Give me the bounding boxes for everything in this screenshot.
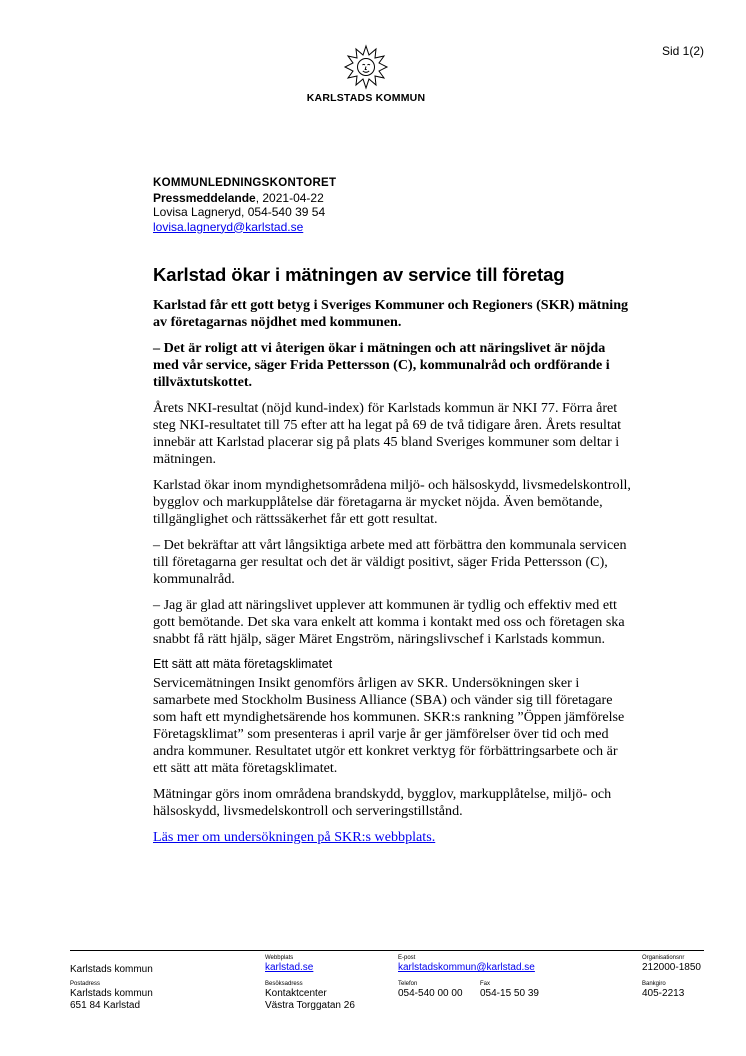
footer-post-line: Karlstads kommun — [70, 988, 153, 999]
contact-person: Lovisa Lagneryd, 054-540 39 54 — [153, 205, 326, 219]
footer-bank-label: Bankgiro — [642, 981, 666, 987]
sender-block — [153, 176, 336, 234]
contact-email-link[interactable]: lovisa.lagneryd@karlstad.se — [153, 219, 304, 234]
footer-org-number: 212000-1850 — [642, 962, 701, 973]
paragraph: Årets NKI-resultat (nöjd kund-index) för Karlstads kommun är NKI 77. Förra året steg NKI-resultatet till 75 efter att ha legat på 69 de två tidigare åren. Årets resultat innebär att Karlstad placerar sig på plats 45 bland Sveriges kommuner som deltar i mätningen. — [153, 400, 622, 467]
lead-paragraph: Karlstad får ett gott betyg i Sveriges Kommuner och Regioners (SKR) mätning av företagarnas nöjdhet med kommunen. — [153, 297, 629, 330]
paragraph: Servicemätningen Insikt genomförs årligen av SKR. Undersökningen sker i samarbete med Stockholm Business Alliance (SBA) och vänder sig till företagare som haft ett myndighetsärende hos kommunen. SKR:s rankning ”Öppen jämförelse Företagsklimat” som presenteras i april varje år ger jämförelser över tid och med andra kommuner. Resultatet utgör ett konkret verktyg för förbättringsarbete och är ett sätt att mäta företagsklimatet. — [153, 675, 625, 776]
logo — [300, 44, 432, 104]
footer-post-line: 651 84 Karlstad — [70, 1000, 141, 1011]
page-number: Sid 1(2) — [661, 44, 704, 58]
paragraph: Karlstad ökar inom myndighetsområdena miljö- och hälsoskydd, livsmedelskontroll, bygglov och markupplåtelse där företagarna är mycket nöjda. Även bemötande, tillgänglighet och rättssäkerhet får ett gott resultat. — [153, 477, 631, 527]
footer-org-label: Organisationsnr — [642, 955, 685, 961]
footer-fax: 054-15 50 39 — [480, 988, 539, 999]
paragraph: – Det bekräftar att vårt långsiktiga arbete med att förbättra den kommunala servicen till företagarna ger resultat och det är väldigt positivt, säger Frida Pettersson (C), kommunalråd. — [153, 537, 627, 587]
quote-lead: – Det är roligt att vi återigen ökar i mätningen och att näringslivet är nöjda med vår service, säger Frida Pettersson (C), kommunalråd och ordförande i tillväxtutskottet. — [153, 340, 610, 390]
footer-visit-line: Västra Torggatan 26 — [265, 1000, 355, 1011]
logo-text: KARLSTADS KOMMUN — [306, 92, 426, 104]
footer-bank: 405-2213 — [642, 988, 685, 999]
footer-name: Karlstads kommun — [70, 964, 153, 975]
footer-post-label: Postadress — [70, 981, 101, 987]
footer-email-label: E-post — [398, 955, 416, 961]
article — [153, 264, 633, 855]
doc-info — [153, 191, 336, 206]
footer-visit-label: Besöksadress — [265, 981, 303, 987]
department: KOMMUNLEDNINGSKONTORET — [153, 177, 337, 189]
footer-visit-line: Kontaktcenter — [265, 988, 327, 999]
doc-type: Pressmeddelande — [153, 190, 256, 205]
subheading: Ett sätt att mäta företagsklimatet — [153, 657, 333, 671]
doc-date: , 2021-04-22 — [255, 190, 324, 205]
paragraph: – Jag är glad att näringslivet upplever att kommunen är tydlig och effektiv med ett gott bemötande. Det ska vara enkelt att komma i kontakt med oss och företagen ska snabbt få rätt hjälp, säger Märet Engström, näringslivschef i Karlstads kommun. — [153, 597, 625, 647]
footer-email-link[interactable]: karlstadskommun@karlstad.se — [398, 962, 535, 973]
footer-phone: 054-540 00 00 — [398, 988, 463, 999]
footer-fax-label: Fax — [480, 981, 491, 987]
footer-web-label: Webbplats — [265, 955, 294, 961]
footer-web-link[interactable]: karlstad.se — [265, 962, 314, 973]
sun-face-icon — [343, 44, 389, 90]
article-title: Karlstad ökar i mätningen av service till företag — [153, 264, 565, 285]
paragraph: Mätningar görs inom områdena brandskydd, bygglov, markupplåtelse, miljö- och hälsoskydd, livsmedelskontroll och serveringstillstånd. — [153, 786, 612, 819]
footer-phone-label: Telefon — [398, 981, 418, 987]
read-more-link[interactable]: Läs mer om undersökningen på SKR:s webbplats. — [153, 829, 436, 845]
footer — [70, 950, 704, 1011]
